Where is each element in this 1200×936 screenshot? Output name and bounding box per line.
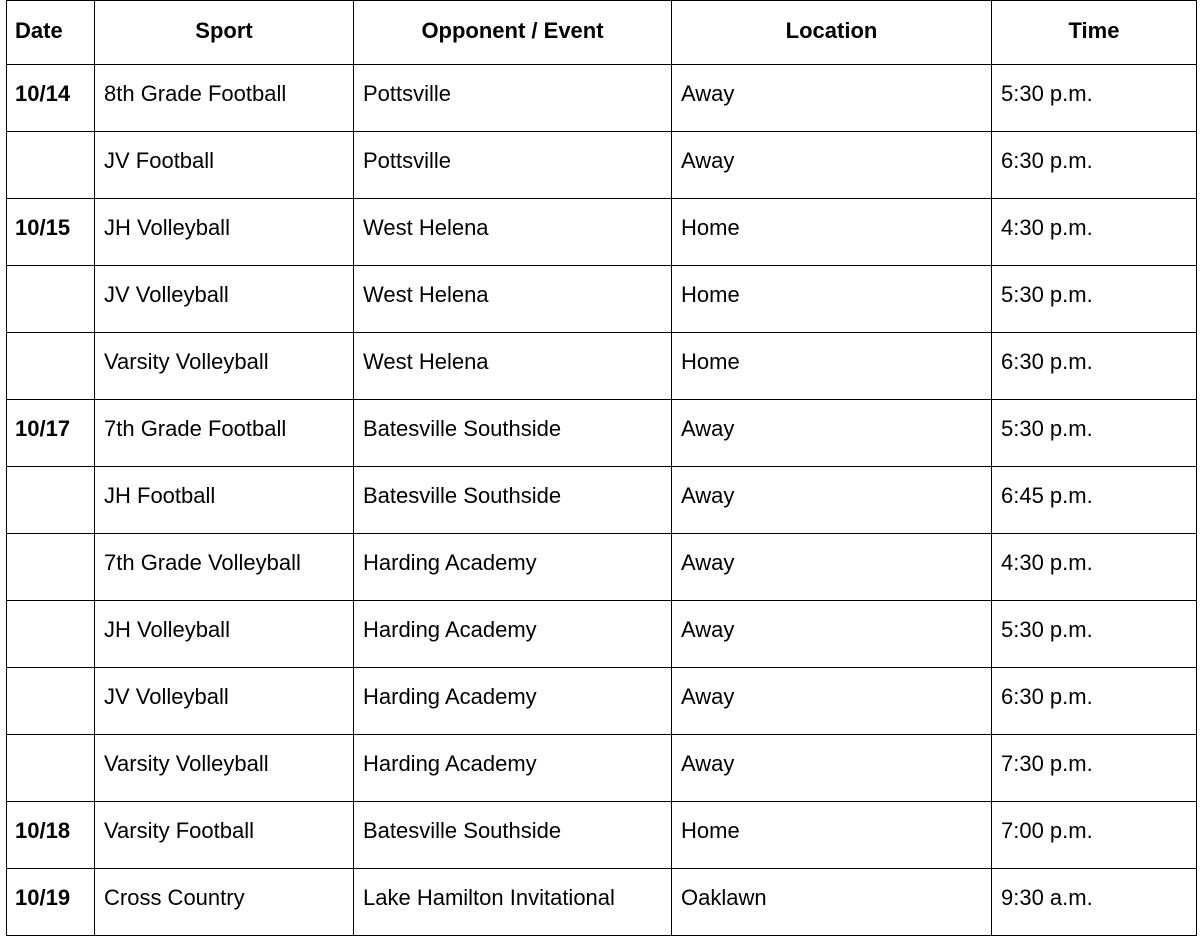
cell-location: Home [672, 266, 992, 333]
table-row [7, 534, 1197, 601]
cell-opponent: West Helena [354, 199, 672, 266]
cell-location: Away [672, 65, 992, 132]
cell-time: 5:30 p.m. [992, 266, 1197, 333]
cell-sport: JV Football [95, 132, 354, 199]
cell-time: 4:30 p.m. [992, 534, 1197, 601]
cell-location: Away [672, 534, 992, 601]
cell-location: Away [672, 668, 992, 735]
cell-location: Home [672, 333, 992, 400]
cell-sport: Varsity Volleyball [95, 333, 354, 400]
cell-opponent: Harding Academy [354, 534, 672, 601]
cell-location: Oaklawn [672, 869, 992, 936]
cell-sport: JH Volleyball [95, 601, 354, 668]
table-row [7, 869, 1197, 936]
cell-location: Away [672, 601, 992, 668]
cell-date [7, 333, 95, 400]
cell-date: 10/14 [7, 65, 95, 132]
cell-time: 4:30 p.m. [992, 199, 1197, 266]
cell-time: 7:30 p.m. [992, 735, 1197, 802]
cell-location: Away [672, 132, 992, 199]
cell-sport: JV Volleyball [95, 266, 354, 333]
header-row [7, 1, 1197, 65]
cell-sport: Cross Country [95, 869, 354, 936]
cell-location: Home [672, 802, 992, 869]
header-sport: Sport [95, 1, 354, 65]
cell-opponent: Batesville Southside [354, 802, 672, 869]
cell-time: 9:30 a.m. [992, 869, 1197, 936]
header-location: Location [672, 1, 992, 65]
cell-time: 6:30 p.m. [992, 668, 1197, 735]
cell-date [7, 534, 95, 601]
cell-location: Away [672, 735, 992, 802]
table-row [7, 132, 1197, 199]
cell-time: 5:30 p.m. [992, 601, 1197, 668]
table-body [7, 65, 1197, 936]
cell-sport: JH Volleyball [95, 199, 354, 266]
table-header [7, 1, 1197, 65]
table-row [7, 400, 1197, 467]
table-row [7, 199, 1197, 266]
cell-sport: 7th Grade Football [95, 400, 354, 467]
cell-date [7, 132, 95, 199]
cell-date: 10/15 [7, 199, 95, 266]
cell-sport: 8th Grade Football [95, 65, 354, 132]
cell-opponent: Lake Hamilton Invitational [354, 869, 672, 936]
cell-time: 5:30 p.m. [992, 400, 1197, 467]
cell-opponent: Harding Academy [354, 735, 672, 802]
table-row [7, 601, 1197, 668]
header-date: Date [7, 1, 95, 65]
cell-opponent: Pottsville [354, 65, 672, 132]
table-row [7, 333, 1197, 400]
cell-sport: JV Volleyball [95, 668, 354, 735]
cell-time: 6:30 p.m. [992, 132, 1197, 199]
cell-sport: 7th Grade Volleyball [95, 534, 354, 601]
cell-opponent: Pottsville [354, 132, 672, 199]
cell-date: 10/19 [7, 869, 95, 936]
table-row [7, 735, 1197, 802]
cell-opponent: West Helena [354, 266, 672, 333]
cell-time: 5:30 p.m. [992, 65, 1197, 132]
schedule-table [6, 0, 1197, 936]
cell-time: 7:00 p.m. [992, 802, 1197, 869]
cell-opponent: Harding Academy [354, 668, 672, 735]
table-row [7, 65, 1197, 132]
cell-opponent: Batesville Southside [354, 467, 672, 534]
cell-location: Away [672, 467, 992, 534]
cell-date [7, 601, 95, 668]
cell-time: 6:45 p.m. [992, 467, 1197, 534]
table-row [7, 668, 1197, 735]
cell-time: 6:30 p.m. [992, 333, 1197, 400]
cell-date [7, 668, 95, 735]
cell-date: 10/17 [7, 400, 95, 467]
header-opponent: Opponent / Event [354, 1, 672, 65]
cell-sport: Varsity Football [95, 802, 354, 869]
cell-opponent: Batesville Southside [354, 400, 672, 467]
cell-sport: Varsity Volleyball [95, 735, 354, 802]
cell-sport: JH Football [95, 467, 354, 534]
cell-location: Away [672, 400, 992, 467]
cell-location: Home [672, 199, 992, 266]
cell-date [7, 266, 95, 333]
cell-date: 10/18 [7, 802, 95, 869]
cell-date [7, 467, 95, 534]
cell-date [7, 735, 95, 802]
cell-opponent: West Helena [354, 333, 672, 400]
cell-opponent: Harding Academy [354, 601, 672, 668]
table-row [7, 467, 1197, 534]
table-row [7, 266, 1197, 333]
header-time: Time [992, 1, 1197, 65]
table-row [7, 802, 1197, 869]
